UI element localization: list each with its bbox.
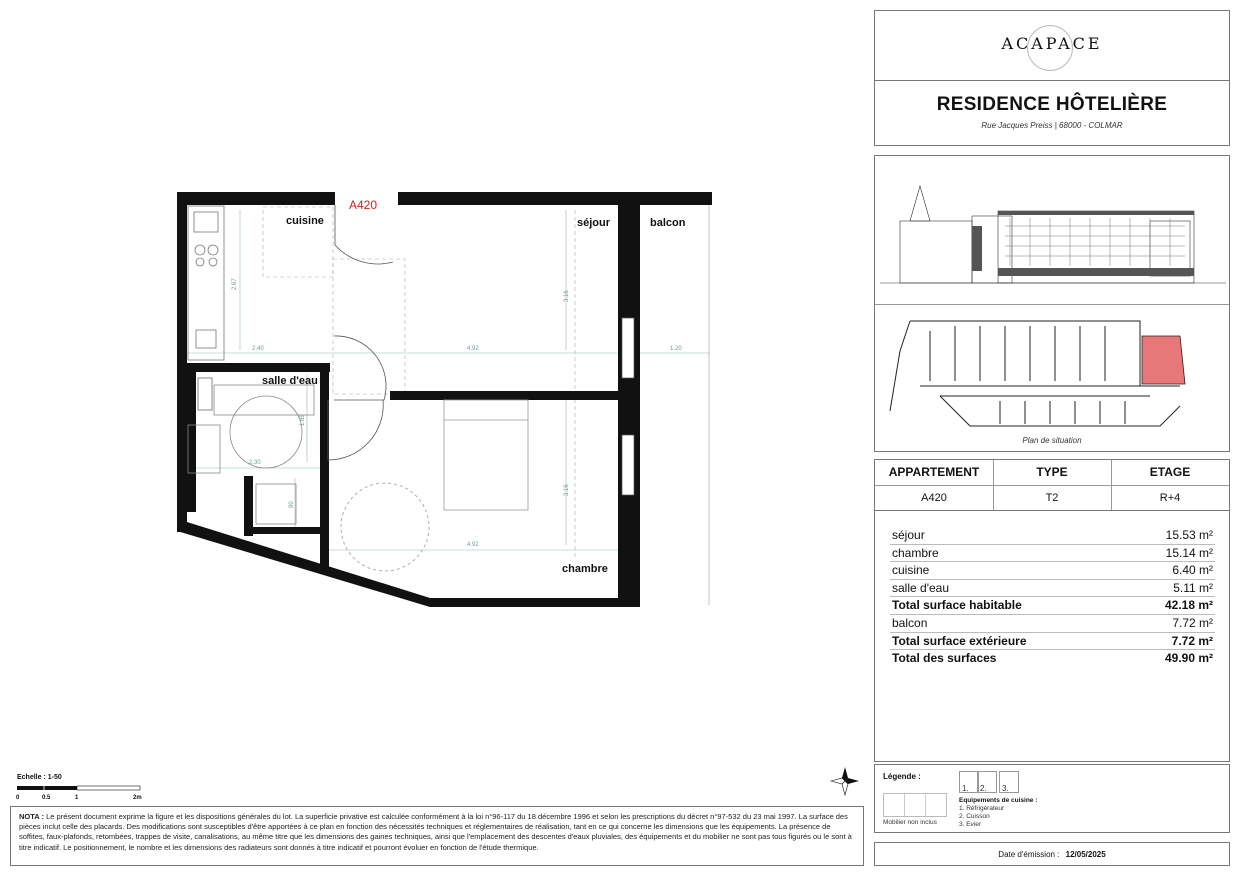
- legend-equip-item: 3. Evier: [959, 821, 982, 828]
- unit-highlight: [1142, 336, 1185, 384]
- surface-row: [890, 650, 1215, 667]
- windows: [198, 318, 634, 495]
- surface-row: [890, 597, 1215, 614]
- surface-label: cuisine: [892, 563, 930, 578]
- emission-date: 12/05/2025: [1065, 850, 1106, 859]
- scale-tick: 1: [75, 795, 79, 801]
- surface-value: 42.18 m²: [1164, 598, 1213, 613]
- table-cell: T2: [1045, 492, 1059, 504]
- dim-text: 2.40: [252, 346, 264, 352]
- situation-plan: [880, 316, 1226, 434]
- surface-value: 15.14 m²: [1165, 545, 1213, 560]
- north-arrow-icon: [831, 767, 859, 795]
- surface-value: 5.11 m²: [1173, 580, 1213, 595]
- scale-label: Echelle : 1-50: [17, 774, 62, 781]
- sink-icon: 3.: [999, 771, 1019, 793]
- dim-text: 3.16: [564, 290, 570, 302]
- table-cell: A420: [921, 492, 947, 504]
- dim-text: 1.85: [300, 414, 306, 426]
- dim-text: 2.30: [249, 460, 261, 466]
- emission-line: [875, 850, 1229, 859]
- cooktop-icon: 2.: [977, 771, 997, 793]
- surface-value: 15.53 m²: [1165, 528, 1213, 542]
- room-label-salle-eau: salle d'eau: [262, 375, 318, 387]
- legend-equip-item: 1. Réfrigérateur: [959, 805, 1005, 812]
- surfaces-panel: [874, 511, 1230, 762]
- furniture-symbol: [883, 793, 947, 817]
- legend-panel: [874, 764, 1230, 833]
- room-label-chambre: chambre: [562, 563, 608, 575]
- surface-value: 6.40 m²: [1172, 563, 1213, 578]
- scale-tick: 2m: [133, 795, 142, 801]
- surface-row: [890, 580, 1215, 597]
- address: Rue Jacques Preiss | 68000 - COLMAR: [981, 121, 1123, 130]
- note-text: Le présent document exprime la figure et les dispositions générales du lot. La superficie privative est calculée conformément à la loi n°96-117 du 18 décembre 1996 et selon les prescriptions du décret n°97-532 du 23 mai 1997. La surface des pièces inclut celle des placards. Des modifications sont susceptibles d'être apportées à ce plan en fonction des nécessités techniques et réglementaires de réalisation, tant en ce qui concerne les dimensions que les équipements. La présence de soffites, faux-plafonds, retombées, trappes de visite, canalisations, au même titre que les dimensions des gaines techniques, ainsi que l'emplacement des descentes d'eaux pluviales, des équipements et du mobilier ne sont pas tous figurés ou le sont à titre indicatif. Le positionnement, le nombre et les dimensions des radiateurs sont donnés à titre indicatif et pourront évoluer en fonction de l'étude thermique.: [19, 812, 852, 852]
- building-elevation: [880, 166, 1226, 301]
- dim-text: 90: [289, 501, 295, 508]
- apartment-table: [874, 459, 1230, 511]
- kitchen-units: [188, 206, 224, 360]
- door-swings: [328, 205, 393, 460]
- surface-row: [890, 562, 1215, 579]
- dim-text: 2.67: [232, 278, 238, 290]
- surface-row: [890, 615, 1215, 632]
- divider: [875, 304, 1229, 305]
- room-label-balcon: balcon: [650, 217, 686, 229]
- surface-label: salle d'eau: [892, 580, 949, 595]
- situation-panel: [874, 155, 1230, 452]
- dim-text: 1.20: [670, 346, 682, 352]
- legend-equip-list: [959, 805, 1004, 829]
- table-header: TYPE: [1036, 465, 1068, 479]
- emission-label: Date d'émission :: [998, 850, 1060, 859]
- logo-panel: [874, 10, 1230, 81]
- unit-label: A420: [349, 198, 378, 212]
- surface-label: balcon: [892, 616, 928, 630]
- brand-logo: ACAPACE: [1001, 34, 1103, 53]
- note-label: NOTA :: [19, 812, 44, 821]
- surface-row: [890, 527, 1215, 544]
- walls: [177, 192, 712, 607]
- surface-label: chambre: [892, 545, 939, 560]
- header-panel: [874, 80, 1230, 146]
- page-title: RESIDENCE HÔTELIÈRE: [936, 94, 1168, 115]
- situation-caption: Plan de situation: [1022, 436, 1082, 445]
- table-header: ETAGE: [1149, 465, 1191, 479]
- legend-mobilier: Mobilier non inclus: [883, 819, 937, 826]
- room-label-sejour: séjour: [577, 217, 611, 229]
- bed: [341, 400, 528, 571]
- dim-text: 4.92: [467, 346, 479, 352]
- surface-label: Total des surfaces: [892, 651, 997, 666]
- scale-tick: 0.5: [42, 795, 51, 801]
- legal-note: [10, 806, 864, 866]
- emission-panel: [874, 842, 1230, 866]
- surface-value: 7.72 m²: [1171, 633, 1213, 648]
- table-header: APPARTEMENT: [888, 465, 980, 479]
- legend-title: Légende :: [883, 772, 921, 781]
- kitchen-equipment-icons: [959, 771, 1031, 793]
- legend-equip-title: Equipements de cuisine :: [959, 797, 1038, 804]
- surface-row: [890, 633, 1215, 650]
- dim-text: 3.16: [564, 484, 570, 496]
- room-label-cuisine: cuisine: [286, 215, 324, 227]
- surface-row: [890, 545, 1215, 562]
- fridge-icon: 1.: [959, 771, 979, 793]
- dim-text: 4.92: [467, 542, 479, 548]
- scale-bar: [17, 786, 140, 790]
- legend-equip-item: 2. Cuisson: [959, 813, 990, 820]
- surface-label: séjour: [892, 528, 925, 542]
- surface-value: 7.72 m²: [1172, 616, 1213, 630]
- surface-label: Total surface habitable: [892, 598, 1022, 613]
- scale-tick: 0: [16, 795, 20, 801]
- surface-value: 49.90 m²: [1164, 651, 1213, 666]
- table-cell: R+4: [1159, 492, 1181, 504]
- surface-label: Total surface extérieure: [892, 633, 1027, 648]
